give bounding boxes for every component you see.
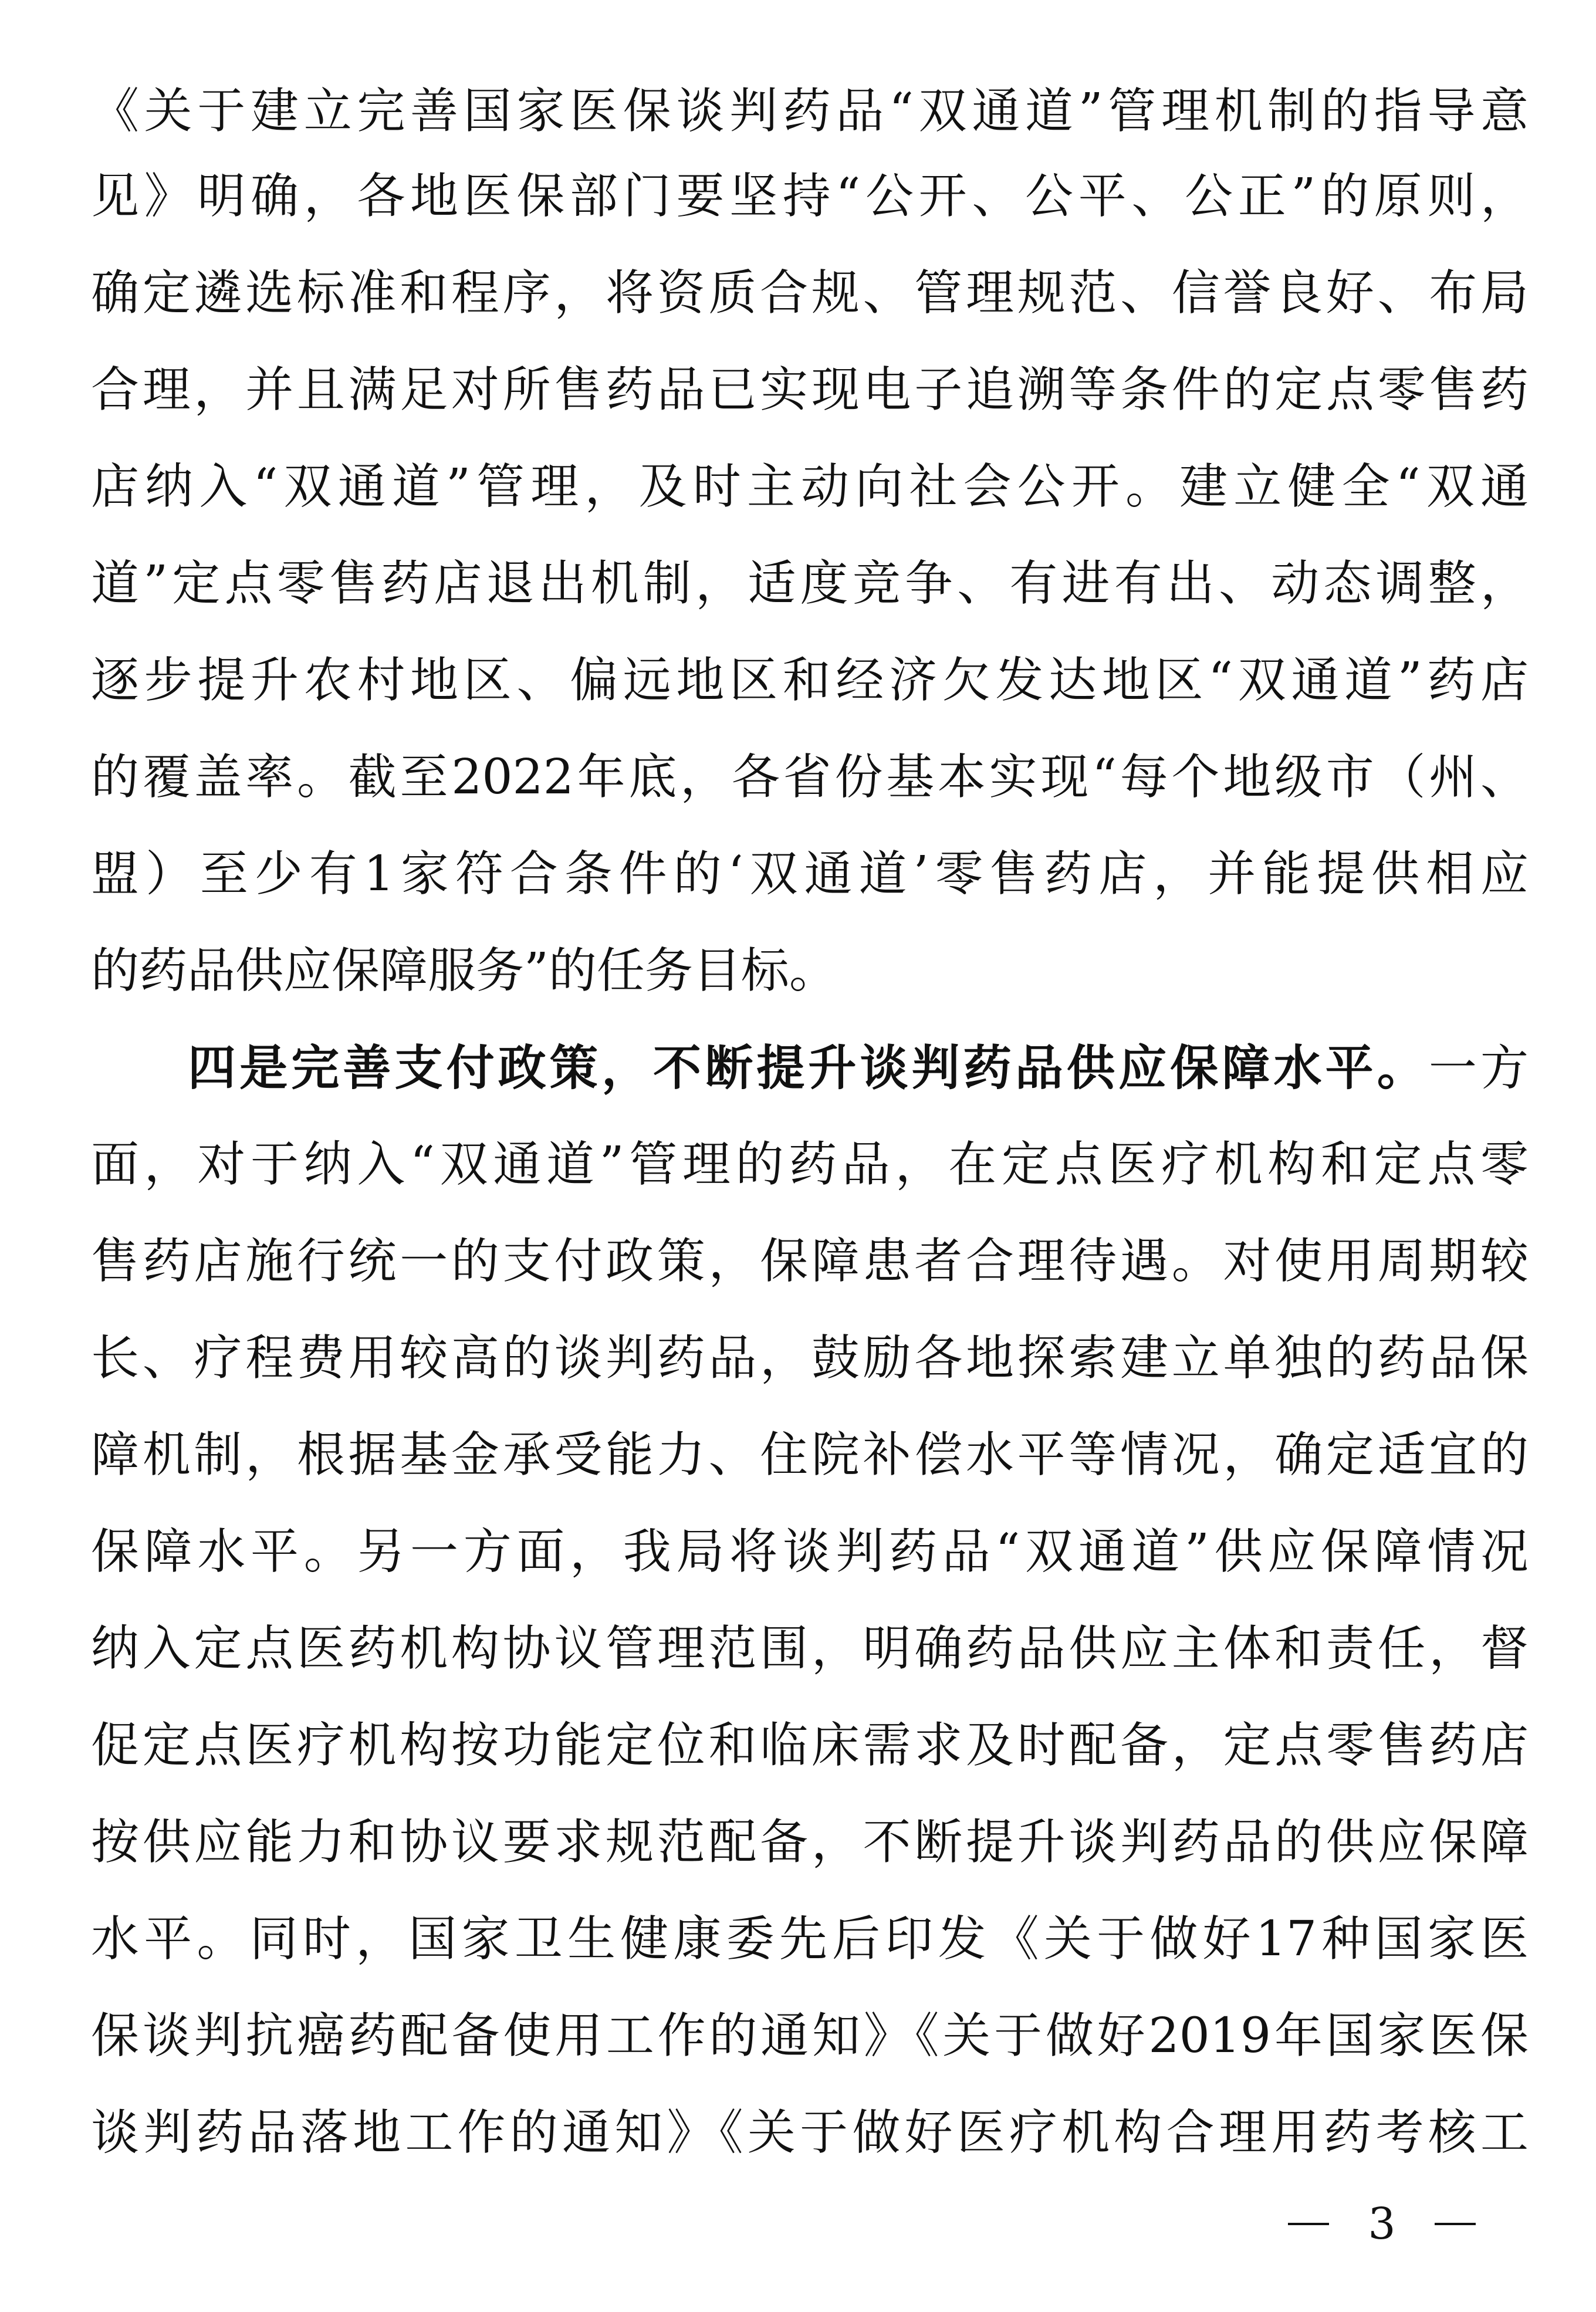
page-number: 3 (1368, 2199, 1396, 2249)
page-footer (1288, 2192, 1476, 2256)
paragraph-heading-line (188, 1027, 1529, 1109)
text-line: 售药店施行统一的支付政策，保障患者合理待遇。对使用周期较 (91, 1233, 1529, 1289)
text-line: 保谈判抗癌药配备使用工作的通知》《关于做好2019年国家医保 (91, 2008, 1529, 2064)
text-line: 的药品供应保障服务”的任务目标。 (91, 943, 837, 999)
paragraph-heading-tail: 一方 (1428, 1040, 1529, 1096)
text-line: 保障水平。另一方面，我局将谈判药品“双通道”供应保障情况 (91, 1524, 1529, 1580)
text-line: 《关于建立完善国家医保谈判药品“双通道”管理机制的指导意 (91, 83, 1529, 139)
text-line: 店纳入“双通道”管理，及时主动向社会公开。建立健全“双通 (91, 459, 1529, 515)
text-line: 道”定点零售药店退出机制，适度竞争、有进有出、动态调整， (91, 556, 1529, 611)
text-line: 障机制，根据基金承受能力、住院补偿水平等情况，确定适宜的 (91, 1427, 1529, 1483)
text-line: 确定遴选标准和程序，将资质合规、管理规范、信誉良好、布局 (91, 265, 1529, 321)
paragraph-heading: 四是完善支付政策，不断提升谈判药品供应保障水平。 (188, 1040, 1429, 1096)
text-line: 的覆盖率。截至2022年底，各省份基本实现“每个地级市（州、 (91, 749, 1529, 805)
text-line: 谈判药品落地工作的通知》《关于做好医疗机构合理用药考核工 (91, 2105, 1529, 2161)
text-line: 水平。同时，国家卫生健康委先后印发《关于做好17种国家医 (91, 1911, 1529, 1967)
text-line: 合理，并且满足对所售药品已实现电子追溯等条件的定点零售药 (91, 362, 1529, 418)
text-line: 面，对于纳入“双通道”管理的药品，在定点医疗机构和定点零 (91, 1137, 1529, 1192)
text-line: 促定点医疗机构按功能定位和临床需求及时配备，定点零售药店 (91, 1718, 1529, 1773)
text-line: 按供应能力和协议要求规范配备，不断提升谈判药品的供应保障 (91, 1814, 1529, 1870)
text-line: 纳入定点医药机构协议管理范围，明确药品供应主体和责任，督 (91, 1621, 1529, 1676)
text-line: 逐步提升农村地区、偏远地区和经济欠发达地区“双通道”药店 (91, 653, 1529, 708)
text-line: 盟）至少有1家符合条件的‘双通道’零售药店，并能提供相应 (91, 846, 1529, 902)
text-line: 见》明确，各地医保部门要坚持“公开、公平、公正”的原则， (91, 168, 1529, 224)
page-number-dash-right (1435, 2223, 1476, 2225)
text-line: 长、疗程费用较高的谈判药品，鼓励各地探索建立单独的药品保 (91, 1330, 1529, 1386)
page-number-dash-left (1288, 2223, 1329, 2225)
